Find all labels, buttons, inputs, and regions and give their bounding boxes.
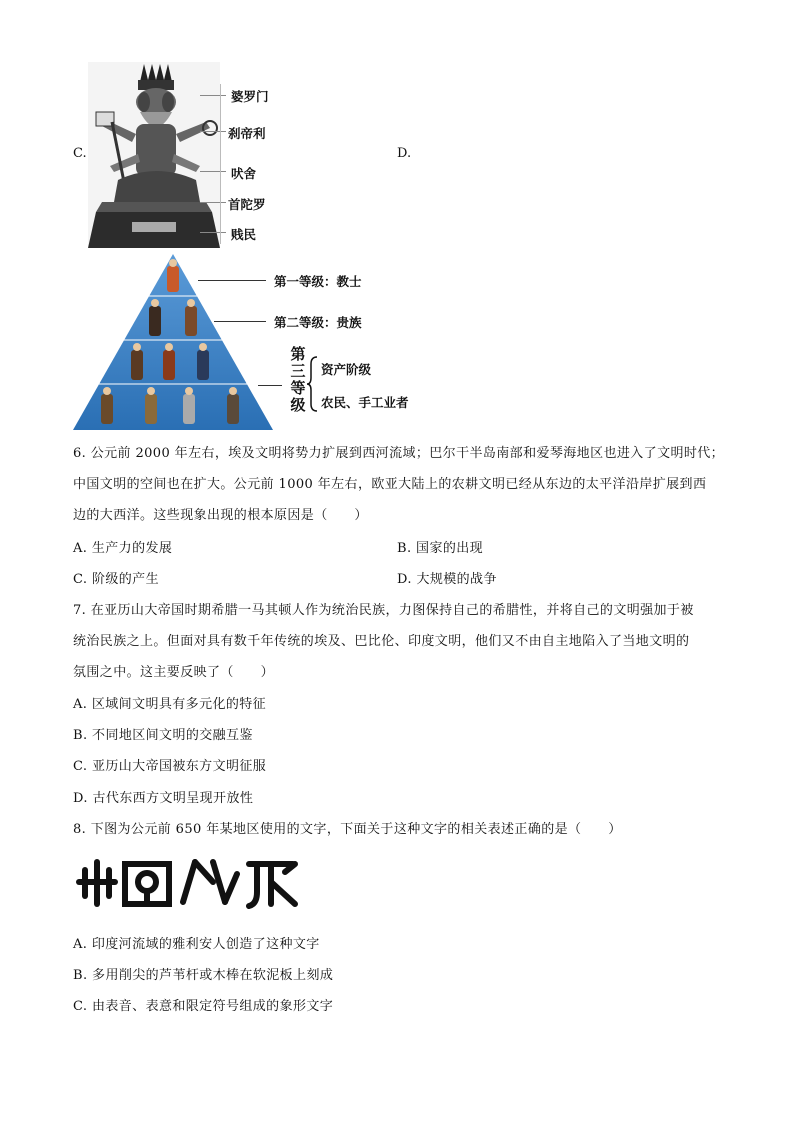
caste-label-kshatriya: 刹帝利 [228, 126, 266, 141]
option-letter: D. [397, 572, 412, 587]
q8-option-b[interactable] [73, 964, 333, 983]
pyramid-label-bourgeoisie: 资产阶级 [321, 362, 372, 377]
caste-pointer-line [200, 202, 226, 203]
brahma-statue-image [88, 62, 220, 248]
option-text: 生产力的发展 [91, 541, 173, 556]
caste-label-brahmin: 婆罗门 [231, 89, 269, 104]
q7-option-d[interactable] [73, 787, 253, 806]
pyramid-pointer-line [258, 385, 282, 386]
caste-pointer-line [200, 131, 226, 132]
option-text: 大规模的战争 [416, 572, 497, 587]
option-letter: A. [73, 937, 88, 952]
option-letter: C. [73, 572, 88, 587]
pyramid-pointer-line [214, 321, 266, 322]
option-text: 区域间文明具有多元化的特征 [91, 697, 267, 712]
pyramid-label-first-estate: 第一等级：教士 [274, 274, 362, 289]
option-c-label: C. [73, 146, 87, 161]
question-8-stem: 8. 下图为公元前 650 年某地区使用的文字，下面关于这种文字的相关表述正确的是（ ） [73, 822, 622, 837]
third-estate-char: 等 [290, 379, 306, 397]
option-letter: B. [73, 968, 88, 983]
option-text: 亚历山大帝国被东方文明征服 [91, 759, 267, 774]
question-6-line: 中国文明的空间也在扩大。公元前 1000 年左右，欧亚大陆上的农耕文明已经从东边的太平洋沿岸扩展到西 [73, 477, 707, 492]
pyramid-label-second-estate: 第二等级：贵族 [274, 315, 362, 330]
caste-label-shudra: 首陀罗 [228, 197, 266, 212]
option-d-label: D. [397, 146, 412, 161]
third-estate-char: 级 [290, 396, 306, 414]
option-text: 印度河流域的雅利安人创造了这种文字 [91, 937, 320, 952]
option-text: 多用削尖的芦苇杆或木棒在软泥板上刻成 [92, 968, 334, 983]
question-7-line: 7. 在亚历山大帝国时期希腊一马其顿人作为统治民族，力图保持自己的希腊性，并将自己的文明强加于被 [73, 603, 694, 618]
third-estate-char: 三 [290, 362, 306, 380]
caste-label-vaishya: 吠舍 [231, 166, 257, 181]
q6-option-d[interactable] [397, 568, 497, 587]
caste-pointer-line [200, 95, 226, 96]
caste-label-untouchables: 贱民 [231, 227, 257, 242]
option-text: 国家的出现 [416, 541, 484, 556]
brace-icon [307, 356, 319, 416]
caste-pointer-line [200, 171, 226, 172]
q7-option-b[interactable] [73, 724, 253, 743]
question-6-line: 6. 公元前 2000 年左右，埃及文明将势力扩展到西河流域；巴尔干半岛南部和爱琴海地区也进入了文明时代； [73, 446, 725, 461]
q6-option-c[interactable] [73, 568, 159, 587]
pyramid-label-third-estate [288, 346, 308, 414]
question-7-line: 氛围之中。这主要反映了（ ） [73, 665, 275, 680]
pyramid-label-peasants-artisans: 农民、手工业者 [321, 395, 409, 410]
option-letter: B. [397, 541, 412, 556]
option-text: 由表音、表意和限定符号组成的象形文字 [91, 999, 334, 1014]
caste-divider [220, 84, 221, 244]
third-estate-char: 第 [290, 345, 306, 363]
q7-option-a[interactable] [73, 693, 266, 712]
q8-option-a[interactable] [73, 933, 320, 952]
option-letter: A. [73, 697, 88, 712]
option-letter: C. [73, 999, 88, 1014]
question-6-line: 边的大西洋。这些现象出现的根本原因是（ ） [73, 508, 368, 523]
option-letter: B. [73, 728, 88, 743]
option-text: 不同地区间文明的交融互鉴 [92, 728, 253, 743]
q6-option-b[interactable] [397, 537, 483, 556]
option-letter: C. [73, 759, 88, 774]
pyramid-pointer-line [198, 280, 266, 281]
option-letter: A. [73, 541, 88, 556]
q7-option-c[interactable] [73, 755, 266, 774]
option-text: 古代东西方文明呈现开放性 [92, 791, 254, 806]
question-7-line: 统治民族之上。但面对具有数千年传统的埃及、巴比伦、印度文明，他们又不由自主地陷入了当地文明的 [73, 634, 690, 649]
ancient-script-image [73, 852, 303, 914]
caste-pointer-line [200, 232, 226, 233]
q6-option-a[interactable] [73, 537, 172, 556]
option-text: 阶级的产生 [91, 572, 159, 587]
option-letter: D. [73, 791, 88, 806]
q8-option-c[interactable] [73, 995, 333, 1014]
